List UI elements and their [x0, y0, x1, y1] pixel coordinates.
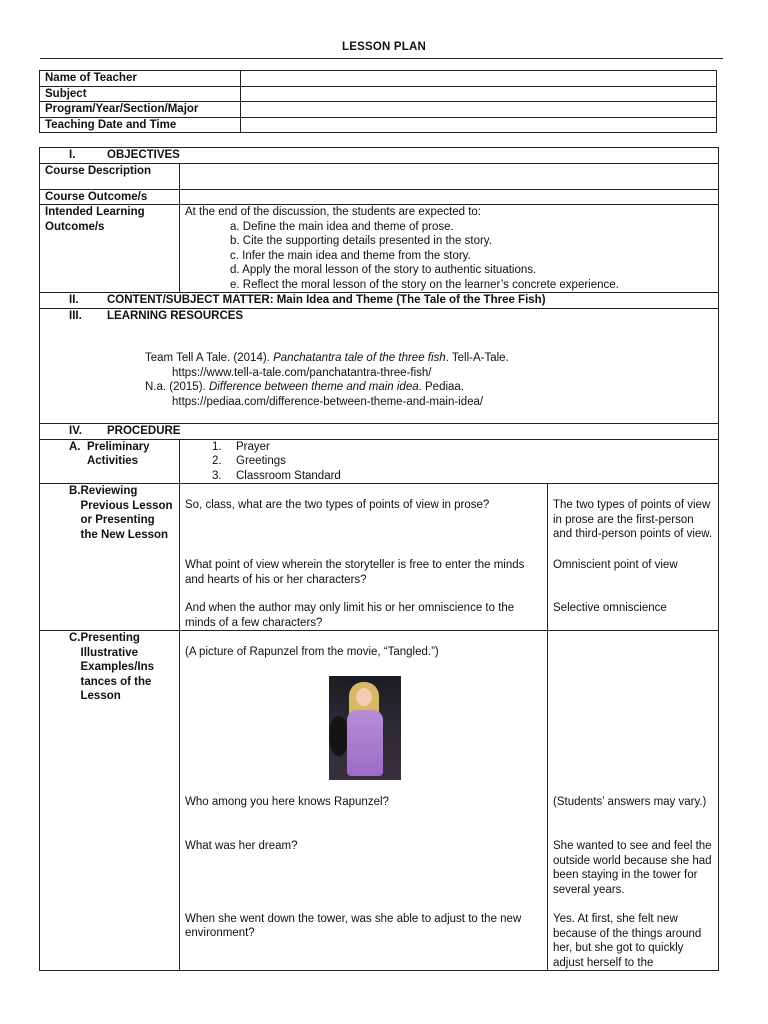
section-number: III. — [69, 309, 82, 322]
section-heading-content — [40, 293, 719, 309]
course-description-label: Course Description — [40, 163, 180, 189]
ilo-list — [185, 220, 713, 293]
teacher-question: So, class, what are the two types of points of view in prose? — [185, 499, 490, 511]
reference-url[interactable]: https://pediaa.com/difference-between-theme-and-main-idea/ — [172, 395, 484, 408]
teacher-question: What was her dream? — [185, 839, 298, 852]
student-answer: The two types of points of view in prose are the first-person and third-person points of view. — [553, 499, 713, 540]
page-title: LESSON PLAN — [342, 41, 426, 53]
ilo-content — [180, 205, 719, 293]
procedure-c-label-cell — [40, 631, 180, 971]
procedure-b-label-cell — [40, 484, 180, 631]
reference-entry — [145, 351, 713, 380]
ilo-item: c. Infer the main idea and theme from the story. — [230, 249, 471, 262]
ilo-label: Intended Learning Outcome/s — [40, 205, 180, 293]
student-answers — [548, 631, 719, 971]
course-description-value[interactable] — [180, 163, 719, 189]
info-value[interactable] — [241, 117, 717, 133]
reference-title: Difference between theme and main idea — [208, 381, 419, 393]
section-number: I. — [69, 149, 76, 161]
info-label: Teaching Date and Time — [40, 117, 241, 133]
activity-list — [185, 440, 713, 484]
procedure-letter: C. — [69, 632, 81, 644]
student-answer: She wanted to see and feel the outside world because she had been staying in the tower for several years. — [553, 840, 712, 896]
section-title: PROCEDURE — [107, 425, 181, 437]
info-row — [40, 102, 717, 118]
teacher-question: Who among you here knows Rapunzel? — [185, 795, 389, 808]
title-rule — [40, 58, 723, 59]
info-label: Subject — [40, 86, 241, 102]
procedure-b-row — [40, 484, 719, 631]
info-value[interactable] — [241, 86, 717, 102]
procedure-label: Preliminary Activities — [86, 440, 150, 467]
section-number: IV. — [69, 425, 83, 437]
reference-entry — [145, 380, 713, 409]
student-answers — [548, 484, 719, 631]
procedure-a-row — [40, 439, 719, 484]
procedure-letter: B. — [69, 485, 81, 497]
ilo-item: a. Define the main idea and theme of prose. — [230, 220, 454, 233]
student-answer: (Students’ answers may vary.) — [553, 796, 707, 808]
ilo-intro: At the end of the discussion, the students are expected to: — [185, 206, 481, 218]
info-label: Program/Year/Section/Major — [40, 102, 241, 118]
section-heading-procedure — [40, 424, 719, 440]
reference-author: N.a. (2015). — [145, 381, 206, 393]
list-item: 2. Greetings — [212, 455, 286, 467]
ilo-row — [40, 205, 719, 293]
section-learning-resources — [40, 308, 719, 424]
teacher-questions — [180, 631, 548, 971]
student-answer: Selective omniscience — [553, 602, 667, 614]
teacher-question: And when the author may only limit his or her omniscience to the minds of a few characters? — [185, 602, 515, 629]
reference-source: . Pediaa. — [418, 381, 465, 393]
info-row — [40, 71, 717, 87]
student-answer: Yes. At first, she felt new because of the things around her, but she got to quickly adjust herself to the — [553, 913, 702, 969]
info-value[interactable] — [241, 102, 717, 118]
rapunzel-picture — [329, 676, 401, 780]
ilo-item: e. Reflect the moral lesson of the story on the learner’s concrete experience. — [230, 278, 619, 291]
info-label: Name of Teacher — [40, 71, 241, 87]
procedure-letter: A. — [69, 440, 81, 453]
ilo-item: b. Cite the supporting details presented in the story. — [230, 235, 492, 247]
picture-caption: (A picture of Rapunzel from the movie, “Tangled.”) — [185, 646, 439, 658]
preliminary-activities — [180, 439, 719, 484]
info-row — [40, 86, 717, 102]
info-value[interactable] — [241, 71, 717, 87]
procedure-c-row — [40, 631, 719, 971]
procedure-label: Presenting Illustrative Examples/Ins tances of the Lesson — [80, 632, 155, 702]
teacher-questions — [180, 484, 548, 631]
section-title: LEARNING RESOURCES — [107, 309, 244, 322]
teacher-info-table — [39, 70, 717, 133]
course-outcome-value[interactable] — [180, 189, 719, 205]
teacher-question: When she went down the tower, was she able to adjust to the new environment? — [185, 912, 522, 939]
course-description-row — [40, 163, 719, 189]
student-answer: Omniscient point of view — [553, 559, 678, 571]
reference-author: Team Tell A Tale. (2014). — [145, 352, 270, 364]
section-title: OBJECTIVES — [107, 149, 180, 161]
procedure-label: Reviewing Previous Lesson or Presenting the New Lesson — [80, 485, 173, 541]
info-row — [40, 117, 717, 133]
reference-source: . Tell-A-Tale. — [445, 352, 509, 364]
reference-title: Panchatantra tale of the three fish — [273, 352, 446, 364]
teacher-question: What point of view wherein the storyteller is free to enter the minds and hearts of his or her characters? — [185, 559, 525, 586]
reference-list — [45, 323, 713, 423]
reference-url[interactable]: https://www.tell-a-tale.com/panchatantra-three-fish/ — [172, 366, 432, 379]
list-item: 1. Prayer — [212, 440, 270, 453]
procedure-a-label-cell — [40, 439, 180, 484]
section-heading-objectives — [40, 148, 719, 164]
ilo-item: d. Apply the moral lesson of the story to authentic situations. — [230, 264, 537, 276]
section-title: CONTENT/SUBJECT MATTER: Main Idea and Theme (The Tale of the Three Fish) — [107, 294, 546, 306]
lesson-plan-table — [39, 147, 719, 971]
section-number: II. — [69, 294, 79, 306]
course-outcome-label: Course Outcome/s — [40, 189, 180, 205]
list-item: 3. Classroom Standard — [212, 469, 341, 482]
course-outcome-row — [40, 189, 719, 205]
